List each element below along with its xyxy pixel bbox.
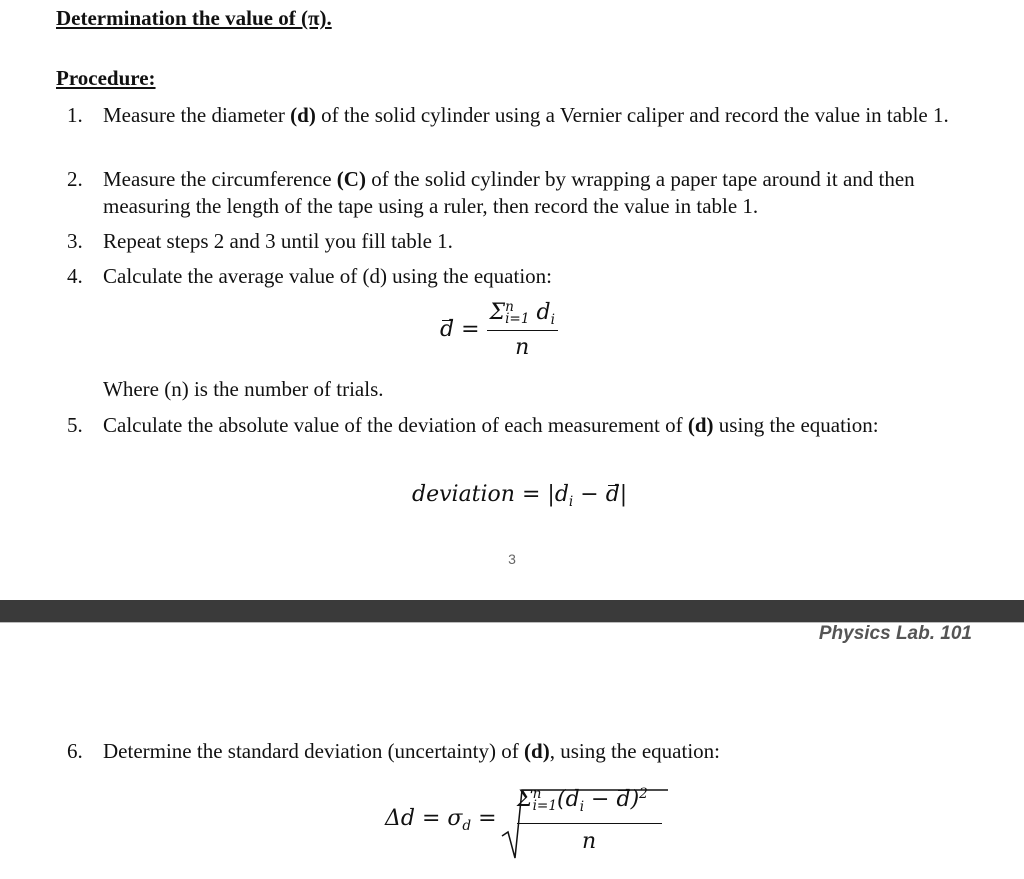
step-6-number: 6. [67,739,83,763]
step-4-text: Calculate the average value of (d) using the equation: [103,264,552,288]
step-5-number: 5. [67,413,83,437]
page-gap [0,600,1024,622]
mean-diameter-equation: d = Σn i=1 $d_i$ n [440,300,558,360]
step-6-text: Determine the standard deviation (uncertainty) of (d), using the equation: [103,739,720,763]
std-deviation-lhs: $\Delta d = \sigma_d$ = [385,806,497,834]
std-deviation-denominator: n [582,829,597,854]
step-3-text: Repeat steps 2 and 3 until you fill table 1. [103,229,453,253]
std-deviation-fraction-bar [517,823,662,824]
step-3-number: 3. [67,229,83,253]
where-note: Where (n) is the number of trials. [103,377,384,401]
step-2-number: 2. [67,167,83,191]
deviation-equation: deviation = $|d_i - d|$ [412,482,628,510]
page-number: 3 [508,551,516,567]
deviation-label: deviation [412,482,515,507]
step-4-number: 4. [67,264,83,288]
std-deviation-numerator: Σn $i=1(d_i - d)^2$ [517,785,648,815]
step-1-number: 1. [67,103,83,127]
document-title: Determination the value of (π). [56,6,332,30]
step-1-text: Measure the diameter (d) of the solid cylinder using a Vernier caliper and record the value in table 1. [103,103,949,127]
header-label: Physics Lab. 101 [818,623,972,644]
procedure-heading: Procedure: [56,66,156,90]
step-2-text: Measure the circumference (C) of the solid cylinder by wrapping a paper tape around it and then measuring the length of the tape using a ruler, then record the value in table 1. [103,167,915,218]
step-5-text: Calculate the absolute value of the deviation of each measurement of (d) using the equation: [103,413,879,437]
